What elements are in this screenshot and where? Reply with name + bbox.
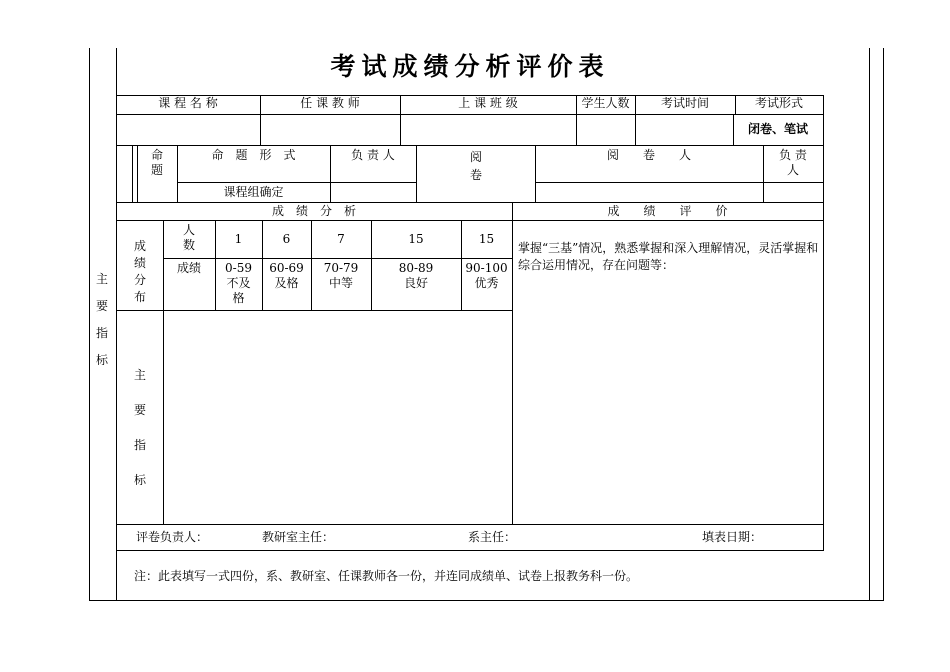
grade-band-cell: 90-100 优秀 (465, 261, 508, 290)
class-label: 上 课 班 级 (458, 96, 518, 110)
footnote: 注：此表填写一式四份，系、教研室、任课教师各一份，并连同成绩单、试卷上报教务科一份。 (134, 569, 639, 583)
grade-band-cell: 80-89 良好 (398, 261, 434, 290)
count-label: 人数 (182, 223, 195, 252)
distribution-label: 成绩分布 (133, 239, 146, 304)
grading-owner-signature: 评卷负责人： (136, 530, 209, 544)
count-cell: 15 (408, 232, 424, 246)
graders-label: 阅 卷 人 (606, 148, 691, 162)
count-cell: 15 (478, 232, 495, 246)
proposition-label: 命题 (150, 148, 163, 177)
dept-head-signature: 系主任： (468, 530, 517, 544)
grade-band-cell: 0-59 不及格 (225, 261, 252, 305)
teacher-label: 任 课 教 师 (300, 96, 360, 110)
exam-time-label: 考试时间 (660, 96, 709, 110)
outer-main-indicator-label: 主要指标 (95, 272, 108, 367)
students-label: 学生人数 (581, 96, 630, 110)
inner-main-indicator-label: 主要指标 (133, 368, 146, 487)
exam-form-label: 考试形式 (754, 96, 803, 110)
evaluation-header: 成 绩 评 价 (607, 204, 728, 218)
exam-form-value: 闭卷、笔试 (747, 122, 808, 136)
course-name-label: 课 程 名 称 (158, 96, 218, 110)
grade-label: 成绩 (177, 261, 202, 275)
proposition-form-value: 课程组确定 (223, 185, 284, 199)
grading-owner-label: 负 责 人 (779, 148, 807, 177)
proposition-form-label: 命 题 形 式 (211, 148, 296, 162)
office-head-signature: 教研室主任： (262, 530, 335, 544)
count-cell: 6 (282, 232, 291, 246)
count-cell: 7 (337, 232, 345, 246)
grade-band-cell: 70-79 中等 (323, 261, 359, 290)
proposition-owner-label: 负 责 人 (351, 148, 395, 162)
evaluation-text: 掌握“三基”情况，熟悉掌握和深入理解情况，灵活掌握和综合运用情况，存在问题等： (518, 241, 819, 272)
page-title: 考试成绩分析评价表 (330, 52, 610, 81)
grade-band-cell: 60-69 及格 (269, 261, 304, 290)
date-signature: 填表日期： (702, 530, 763, 544)
analysis-header: 成 绩 分 析 (271, 204, 356, 218)
grading-label: 阅卷 (469, 150, 482, 182)
count-cell: 1 (234, 232, 243, 246)
